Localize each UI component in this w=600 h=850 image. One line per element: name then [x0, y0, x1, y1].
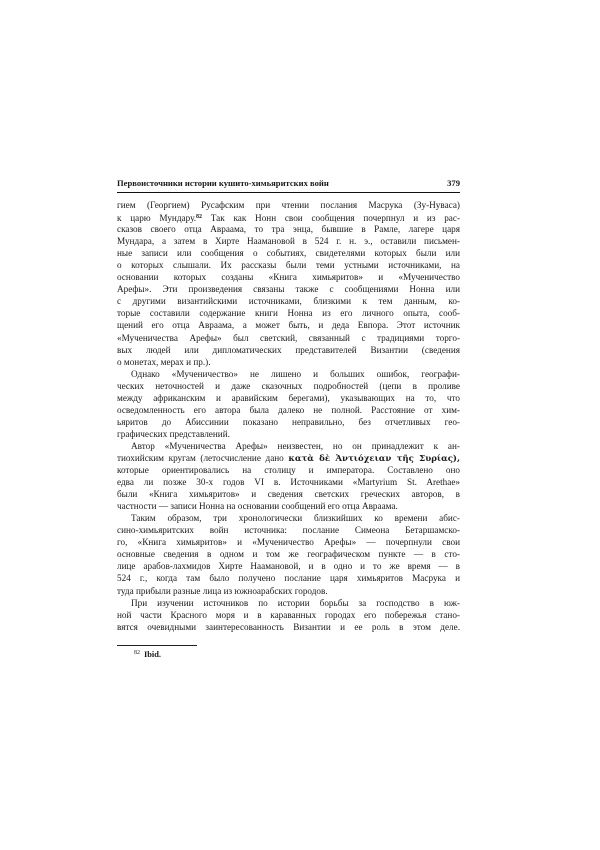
text-fragment: к царю Мундару. [117, 213, 197, 224]
footnote-rule [117, 645, 197, 646]
footnote-number: 82 [134, 650, 140, 656]
text-line: едва ли позже 30-х годов VI в. Источниками «Martyrium St. Arethae» [117, 477, 460, 488]
text-line: осведомленность его автора была далеко не полной. Расстояние от хим- [117, 404, 460, 415]
text-line: между африканским и аравийским берегами), указывающих на то, что [117, 392, 460, 403]
text-line: основании которых созданы «Книга химьяритов» и «Мученичество [117, 272, 460, 283]
text-line: ные записи или сообщения о событиях, свидетелями которых были или [117, 248, 460, 259]
text-line: вятся очевидными заинтересованность Византии и ее роль в этом деле. [117, 621, 460, 632]
running-title: Первоисточники истории кушито-химьяритских войн [117, 178, 329, 188]
text-line: Мундара, а затем в Хирте Наамановой в 524 г. н. э., оставили письмен- [117, 236, 460, 247]
text-line: которые ориентировались на столицу и императора. Составлено оно [117, 465, 460, 476]
text-line: ной части Красного моря и в караванных городах его побережья стано- [117, 609, 460, 620]
text-line: сказов своего отца Авраама, то тра энца, бывшие в Рамле, лагере царя [117, 224, 460, 235]
text-line: частности — записи Нонна на основании сообщений его отца Авраама. [117, 501, 398, 512]
page-number: 379 [447, 178, 460, 188]
text-line: основные сведения в одном и том же географическом пункте — в сто- [117, 549, 460, 560]
text-line: «Мученичества Арефы» был светский, связанный с традициями торго- [117, 332, 460, 343]
greek-phrase: κατὰ δὲ Ἀντιόχειαν τῆς Συρίας), [288, 453, 460, 464]
text-line: с другими византийскими источниками, близкими к тем данным, ко- [117, 296, 460, 307]
text-line: о монетах, мерах и пр.). [117, 356, 211, 367]
text-line: сино-химьяритских войн источника: послание Симеона Бетаршамско- [117, 525, 460, 536]
footnote-text: Ibid. [144, 650, 161, 659]
text-line: Таким образом, три хронологически близкийших ко времени абис- [131, 513, 460, 524]
text-fragment: тиохийским кругам (летосчисление дано [117, 452, 289, 463]
text-line: Однако «Мученичество» не лишено и больших ошибок, географи- [131, 368, 460, 379]
running-header [117, 178, 460, 193]
text-line: При изучении источников по истории борьбы за господство в юж- [131, 597, 460, 608]
text-line: Арефы». Эти произведения связаны также с сообщениями Нонна или [117, 284, 460, 295]
text-line: туда прибыли разные лица из южноарабских городов. [117, 585, 328, 596]
text-fragment: Так как Нонн свои сообщения почерпнул и из рас- [202, 213, 460, 224]
text-line: торые составили содержание книги Нонна из его личного опыта, сооб- [117, 308, 460, 319]
text-line: го, «Книга химьяритов» и «Мученичество Арефы» — почерпнули свои [117, 537, 460, 548]
body-text [117, 199, 460, 633]
text-line: гием (Георгием) Русафским при чтении послания Масрука (Зу-Нуваса) [117, 200, 460, 210]
text-line: графических представлений. [117, 428, 230, 439]
text-line: вых людей или дипломатических представителей Византии (сведения [117, 344, 460, 355]
text-line: щений его отца Авраама, а может быть, и деда Евпора. Этот источник [117, 320, 460, 331]
text-line [117, 452, 460, 464]
text-line: Автор «Мученичества Арефы» неизвестен, но он принадлежит к ан- [131, 440, 460, 451]
text-line: были «Книга химьяритов» и сведения светских греческих авторов, в [117, 489, 460, 500]
text-line [117, 211, 460, 223]
text-line: ьяритов до Абиссинии показано неправильно, без отчетливых гео- [117, 416, 460, 427]
footnote-ref[interactable]: 82 [196, 214, 203, 221]
text-line: ческих неточностей и даже сказочных подробностей (цепи в проливе [117, 380, 460, 391]
text-line: лице арабов-лахмидов Хирте Наамановой, и в одно и то же время — в [117, 561, 460, 572]
footnote [134, 650, 161, 659]
text-line: 524 г., когда там было получено послание царя химьяритов Масрука и [117, 573, 460, 584]
text-line: о которых слышали. Их рассказы были теми устными источниками, на [117, 260, 460, 271]
